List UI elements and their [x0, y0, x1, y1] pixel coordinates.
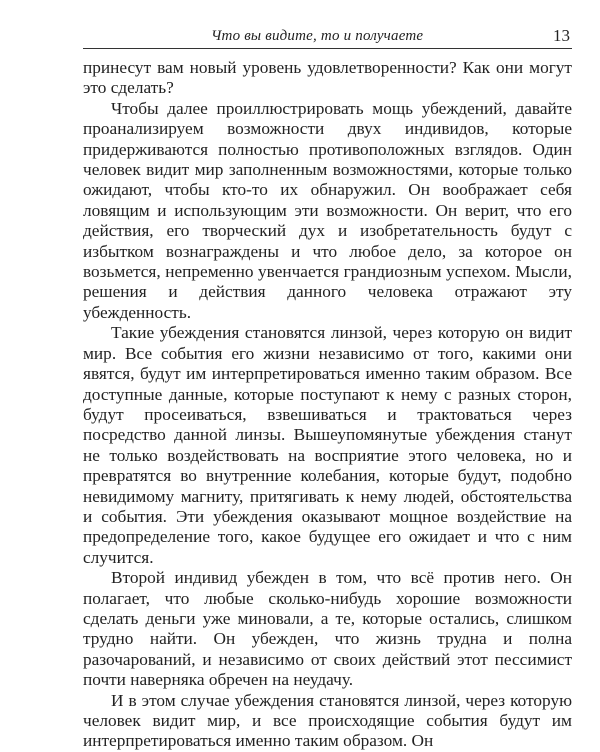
- page-number: 13: [553, 26, 570, 45]
- paragraph-continuation: принесут вам новый уровень удовлетворенности? Как они могут это сделать?: [83, 58, 572, 98]
- running-title: Что вы видите, то и получаете: [211, 28, 424, 44]
- paragraph: И в этом случае убеждения становятся линзой, через которую человек видит мир, и все происходящие события будут им интерпретироваться именно таким образом. Он: [83, 690, 572, 751]
- paragraph: Второй индивид убежден в том, что всё против него. Он полагает, что любые сколько-нибудь хорошие возможности сделать деньги уже миновали, а те, которые остались, слишком трудно найти. Он убежден, что жизнь трудна и полна разочарований, и независимо от своих действий этот пессимист почти наверняка обречен на неудачу.: [83, 568, 572, 690]
- paragraph: Такие убеждения становятся линзой, через которую он видит мир. Все события его жизни независимо от того, какими они явятся, будут им интерпретироваться именно таким образом. Все доступные данные, которые поступают к нему с разных сторон, будут просеиваться, взвешиваться и трактоваться через посредство данной линзы. Вышеупомянутые убеждения станут не только воздействовать на восприятие этого человека, но и превратятся во внутренние колебания, которые будут, подобно невидимому магниту, притягивать к нему людей, обстоятельства и события. Эти убеждения оказывают мощное воздействие на предопределение того, какое будущее его ожидает и что с ним случится.: [83, 323, 572, 567]
- paragraph: Чтобы далее проиллюстрировать мощь убеждений, давайте проанализируем возможности двух индивидов, которые придерживаются полностью противоположных взглядов. Один человек видит мир заполненным возможностями, которые только ожидают, чтобы кто-то их обнаружил. Он воображает себя ловящим и использующим эти возможности. Он верит, что его действия, его творческий дух и изобретательность будут с избытком вознаграждены и что любое дело, за которое он возьмется, непременно увенчается грандиозным успехом. Мысли, решения и действия данного человека отражают эту убежденность.: [83, 98, 572, 322]
- page-header: [83, 22, 572, 49]
- page-body: [83, 58, 572, 752]
